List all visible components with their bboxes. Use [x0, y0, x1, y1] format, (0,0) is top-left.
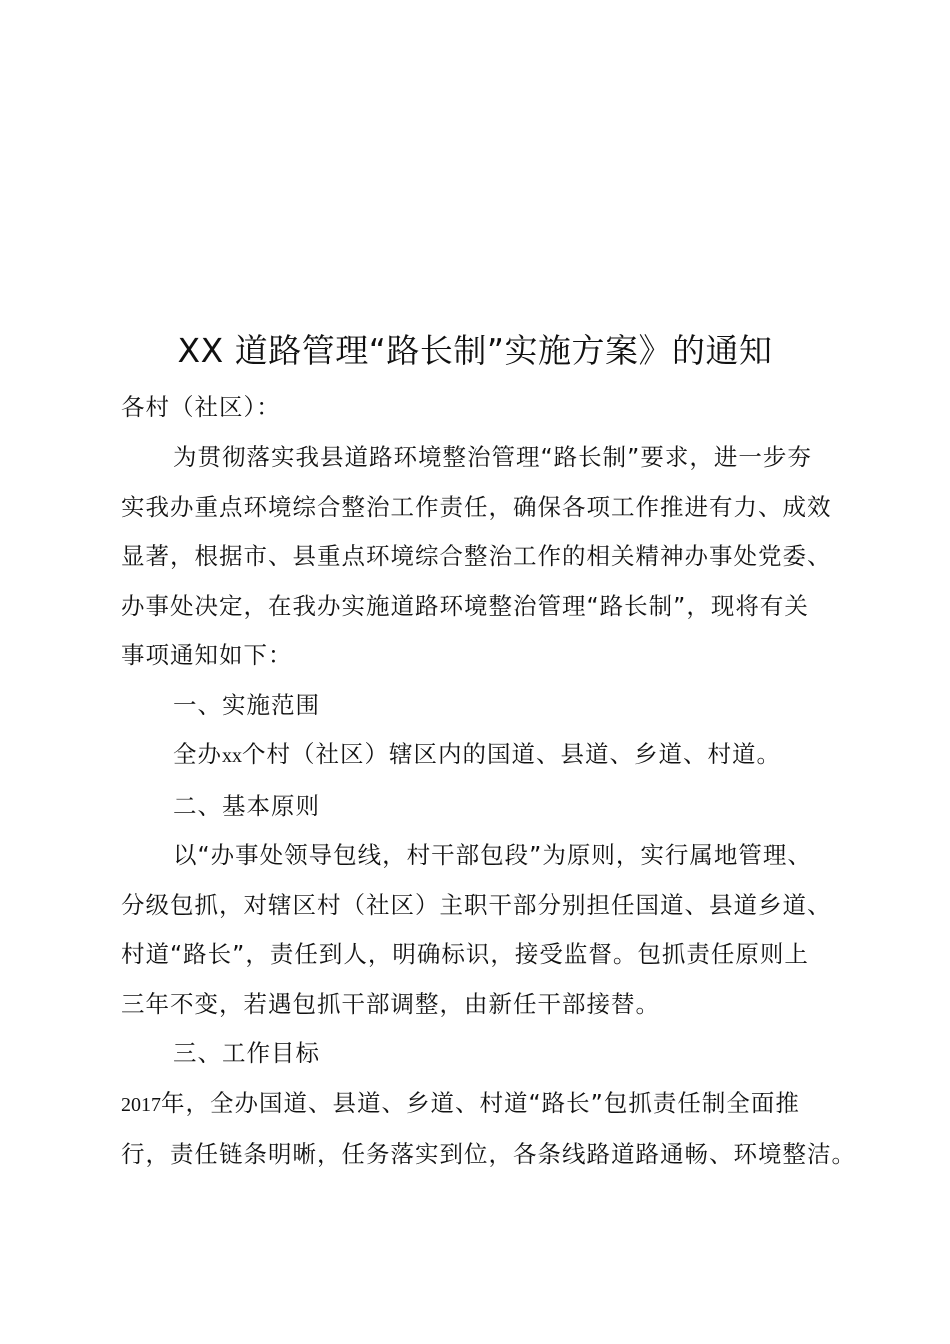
paragraph1-line-3: 显著，根据市、县重点环境综合整治工作的相关精神办事处党委、: [121, 542, 832, 570]
section2-line-3: 村道“路长”，责任到人，明确标识，接受监督。包抓责任原则上: [121, 940, 809, 968]
section2-line-2: 分级包抓，对辖区村（社区）主职干部分别担任国道、县道乡道、: [121, 890, 832, 919]
section1-text: [121, 730, 841, 782]
section3-heading: 三、工作目标: [173, 1039, 320, 1067]
document-title: XX 道路管理“路长制”实施方案》的通知: [177, 331, 773, 370]
section1-text-suffix: 个村（社区）辖区内的国道、县道、乡道、村道。: [242, 740, 781, 768]
paragraph1-line-2: 实我办重点环境综合整治工作责任，确保各项工作推进有力、成效: [121, 492, 832, 521]
section1-text-xx: xx: [222, 745, 242, 767]
section3-line-2: 行，责任链条明晰，任务落实到位，各条线路道路通畅、环境整洁。: [121, 1140, 856, 1168]
paragraph1-line-5: 事项通知如下：: [121, 641, 293, 669]
section1-text-prefix: 全办: [173, 740, 222, 768]
salutation: 各村（社区）：: [121, 393, 281, 421]
section2-line-1: 以“办事处领导包线，村干部包段”为原则，实行属地管理、: [173, 841, 812, 869]
section3-year: 2017: [121, 1093, 161, 1116]
section3-line-1: [121, 1079, 841, 1131]
paragraph1-line-4: 办事处决定，在我办实施道路环境整治管理“路长制”，现将有关: [121, 591, 809, 620]
paragraph1-line-1: 为贯彻落实我县道路环境整治管理“路长制”要求，进一步夯: [173, 443, 812, 471]
section3-line-1-rest: 年，全办国道、县道、乡道、村道“路长”包抓责任制全面推: [161, 1088, 800, 1117]
section1-heading: 一、实施范围: [173, 690, 320, 719]
section2-heading: 二、基本原则: [173, 791, 320, 820]
document-body: [121, 433, 856, 1180]
section2-line-4: 三年不变，若遇包抓干部调整，由新任干部接替。: [121, 989, 660, 1018]
